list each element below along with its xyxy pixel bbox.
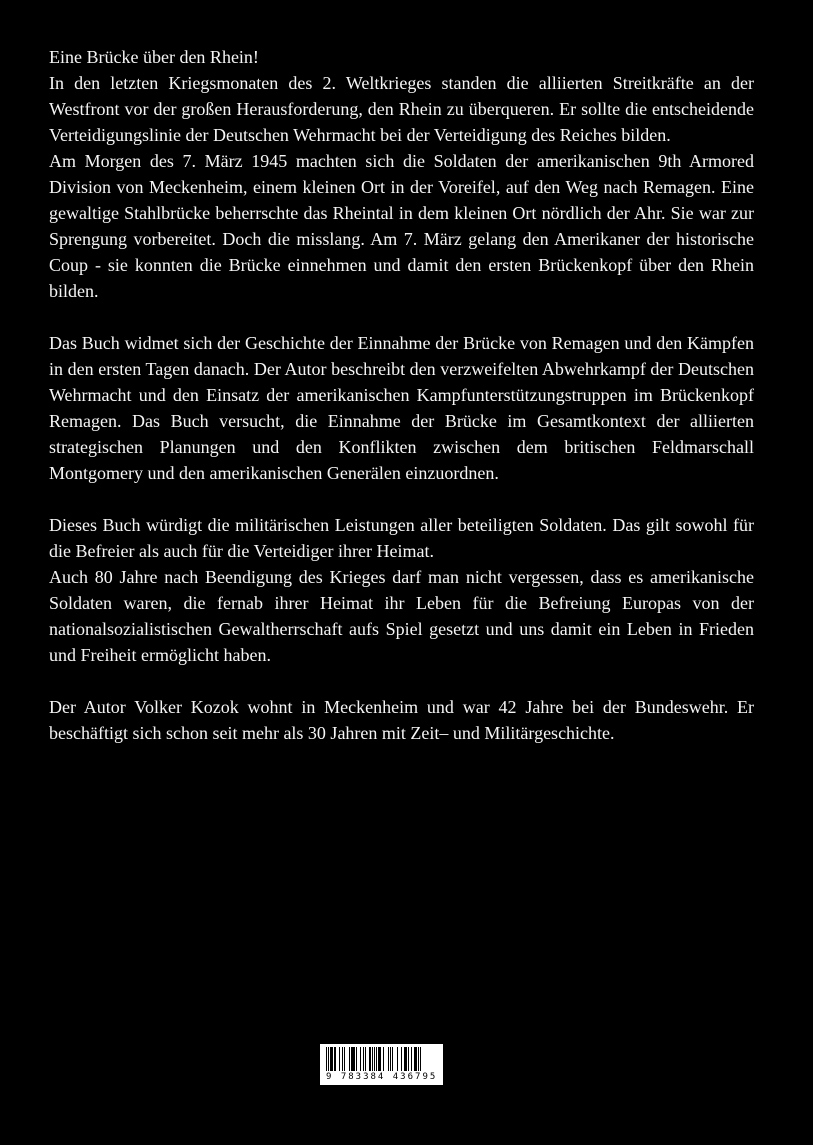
paragraph-80-years: Auch 80 Jahre nach Beendigung des Krieges darf man nicht vergessen, dass es amerikanische Soldaten waren, die fernab ihrer Heimat ihr Leben für die Befreiung Europas von der nationalsozialistischen Gewaltherrschaft aufs Spiel gesetzt und uns damit ein Leben in Frieden und Freiheit ermöglicht haben. xyxy=(49,567,754,665)
paragraph-author-bio: Der Autor Volker Kozok wohnt in Meckenheim und war 42 Jahre bei der Bundeswehr. Er beschäftigt sich schon seit mehr als 30 Jahren mit Zeit– und Militärgeschichte. xyxy=(49,697,754,743)
paragraph-tribute: Dieses Buch würdigt die militärischen Leistungen aller beteiligten Soldaten. Das gilt sowohl für die Befreier als auch für die Verteidiger ihrer Heimat. xyxy=(49,515,754,561)
paragraph-march-1945: Am Morgen des 7. März 1945 machten sich die Soldaten der amerikanischen 9th Armored Division von Meckenheim, einem kleinen Ort in der Voreifel, auf den Weg nach Remagen. Eine gewaltige Stahlbrücke beherrschte das Rheintal in dem kleinen Ort nördlich der Ahr. Sie war zur Sprengung vorbereitet. Doch die misslang. Am 7. März gelang den Amerikaner der historische Coup - sie konnten die Brücke einnehmen und damit den ersten Brückenkopf über den Rhein bilden. xyxy=(49,151,754,301)
barcode-bars xyxy=(326,1047,437,1071)
isbn-barcode xyxy=(320,1044,443,1085)
book-title-line: Eine Brücke über den Rhein! xyxy=(49,47,259,67)
paragraph-intro-rhein: In den letzten Kriegsmonaten des 2. Weltkrieges standen die alliierten Streitkräfte an der Westfront vor der großen Herausforderung, den Rhein zu überqueren. Er sollte die entscheidende Verteidigungslinie der Deutschen Wehrmacht bei der Verteidigung des Reiches bilden. xyxy=(49,73,754,145)
isbn-number: 9 783384 436795 xyxy=(326,1072,438,1082)
paragraph-book-subject: Das Buch widmet sich der Geschichte der Einnahme der Brücke von Remagen und den Kämpfen in den ersten Tagen danach. Der Autor beschreibt den verzweifelten Abwehrkampf der Deutschen Wehrmacht und den Einsatz der amerikanischen Kampfunterstützungstruppen im Brückenkopf Remagen. Das Buch versucht, die Einnahme der Brücke im Gesamtkontext der alliierten strategischen Planungen und den Konflikten zwischen dem britischen Feldmarschall Montgomery und den amerikanischen Generälen einzuordnen. xyxy=(49,333,754,483)
blurb-text-block xyxy=(49,44,754,746)
